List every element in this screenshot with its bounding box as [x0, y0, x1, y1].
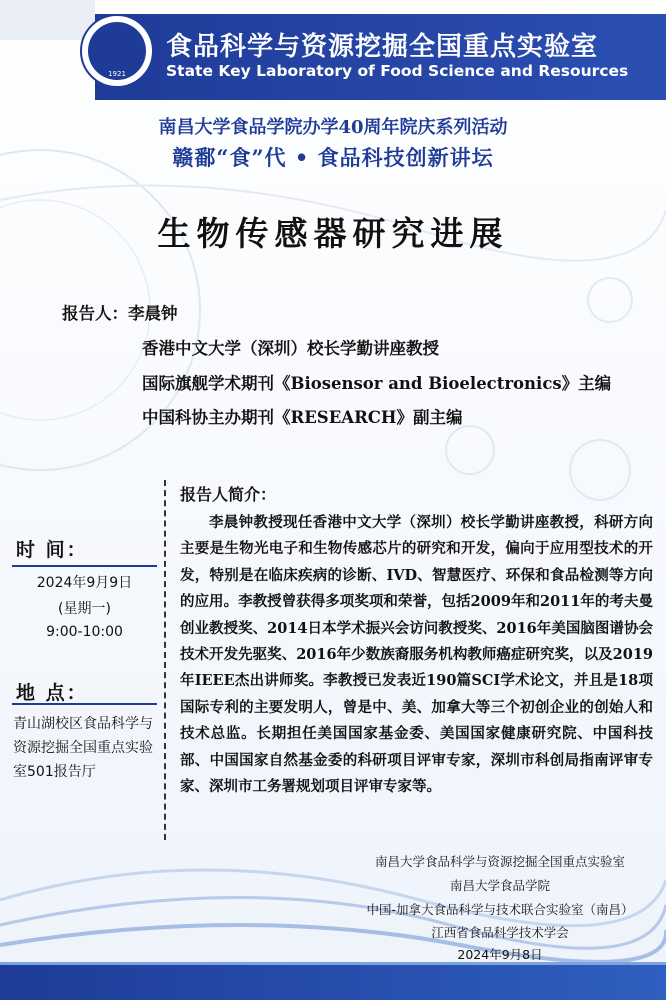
speaker-title-1: 香港中文大学（深圳）校长学勤讲座教授	[142, 339, 439, 358]
organizer-2: 南昌大学食品学院	[449, 878, 550, 893]
time-weekday: (星期一)	[58, 601, 111, 617]
lecture-title: 生物传感器研究进展	[157, 214, 509, 253]
organizer-1: 南昌大学食品科学与资源挖掘全国重点实验室	[374, 854, 625, 869]
place-value: 青山湖校区食品科学与资源挖掘全国重点实验室501报告厅	[13, 716, 153, 780]
speaker-label: 报告人：李晨钟	[62, 304, 178, 323]
time-underline	[12, 565, 157, 567]
place-underline	[12, 703, 157, 705]
dashed-divider	[164, 480, 166, 840]
lab-name-english: State Key Laboratory of Food Science and Resources	[166, 62, 629, 80]
intro-text: 李晨钟教授现任香港中文大学（深圳）校长学勤讲座教授，科研方向主要是生物光电子和生物传感芯片的研究和开发，偏向于应用型技术的开发，特别是在临床疾病的诊断、IVD、智慧医疗、环保和食品检测等方向的应用。李教授曾获得多项奖项和荣誉，包括2009年和2011年的考夫曼创业教授奖、2014日本学术振兴会访问教授奖、2016年美国脑图谱协会技术开发先驱奖、2016年少数族裔服务机构教师癌症研究奖，以及2019年IEEE杰出讲师奖。李教授已发表近190篇SCI学术论文，并且是18项国际专利的主要发明人，曾是中、美、加拿大等三个初创企业的创始人和技术总监。长期担任美国国家基金委、美国国家健康研究院、中国科技部、中国国家自然基金委的科研项目评审专家，深圳市科创局指南评审专家、深圳市工务署规划项目评审专家等。	[180, 514, 653, 796]
organizer-4: 江西省食品科学技术学会	[431, 925, 569, 940]
time-hours: 9:00-10:00	[46, 624, 123, 640]
speaker-title-3: 中国科协主办期刊《RESEARCH》副主编	[142, 408, 463, 427]
bottom-bar	[0, 965, 666, 1000]
organizer-3: 中国-加拿大食品科学与技术联合实验室（南昌）	[366, 902, 634, 917]
time-heading: 时 间：	[16, 539, 88, 561]
speaker-title-2: 国际旗舰学术期刊《Biosensor and Bioelectronics》主编	[142, 374, 612, 393]
forum-name: 赣鄱“食”代 • 食品科技创新讲坛	[172, 145, 494, 170]
university-logo	[80, 14, 154, 88]
lab-name-chinese: 食品科学与资源挖掘全国重点实验室	[166, 32, 599, 62]
event-series: 南昌大学食品学院办学40周年院庆系列活动	[158, 117, 508, 138]
time-date: 2024年9月9日	[36, 575, 133, 591]
logo-year: 1921	[108, 70, 126, 78]
intro-heading: 报告人简介：	[180, 485, 277, 504]
place-heading: 地 点：	[16, 682, 88, 704]
issue-date: 2024年9月8日	[457, 947, 543, 962]
